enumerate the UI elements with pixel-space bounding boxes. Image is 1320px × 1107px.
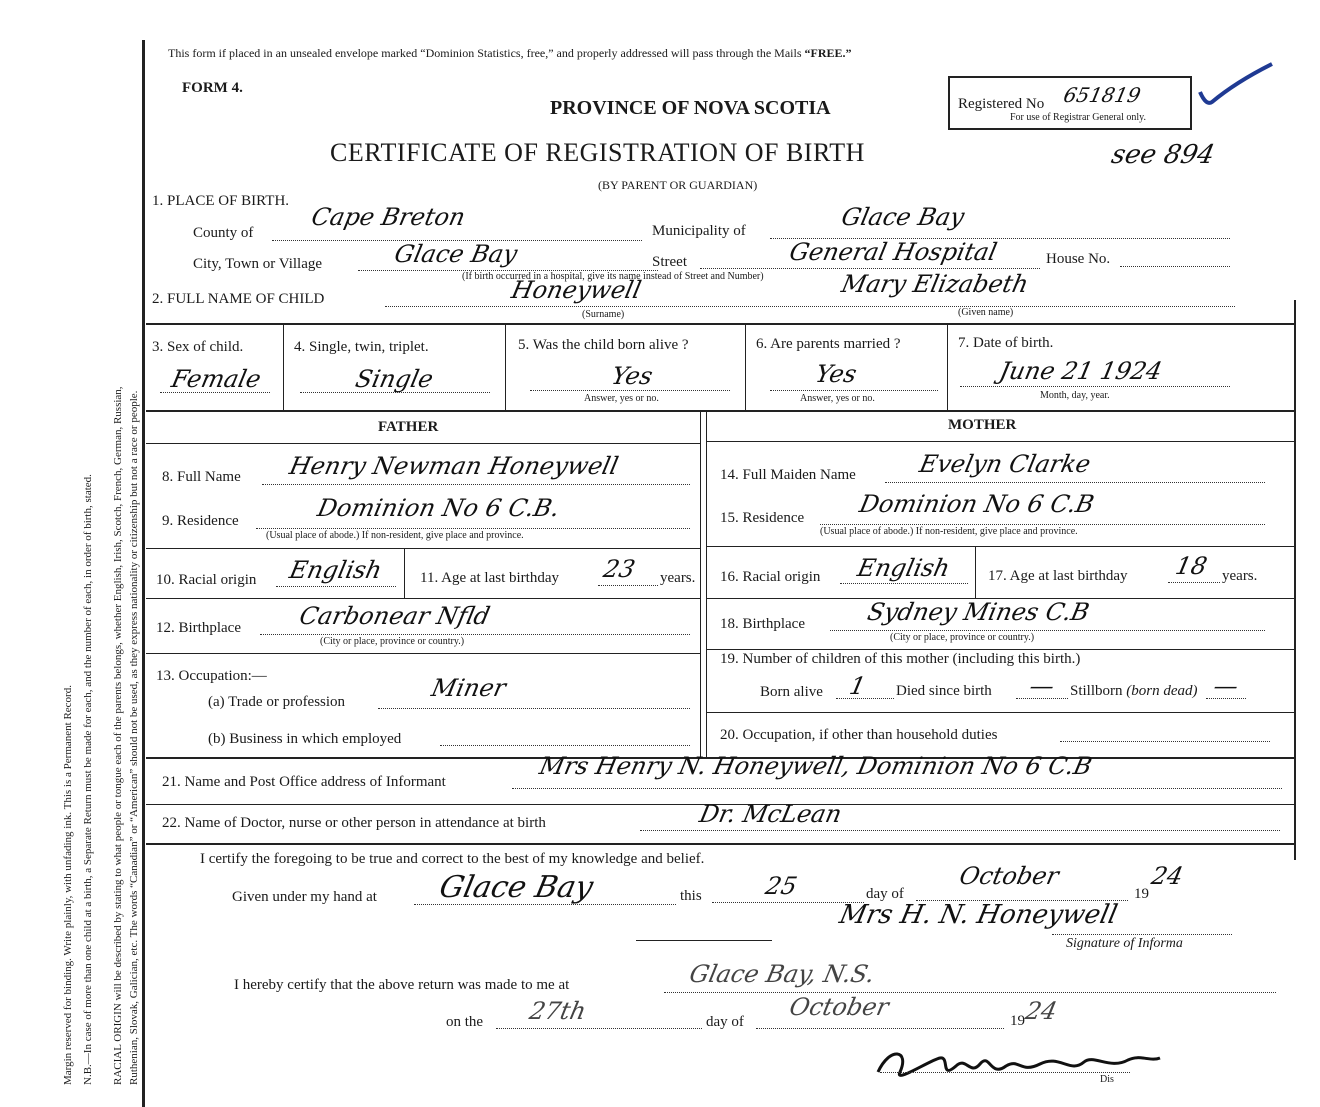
father-trade-label: (a) Trade or profession [208, 694, 346, 710]
row3-bottom-rule [146, 410, 1294, 412]
registrar-day-of-label: day of [706, 1014, 744, 1030]
day-of-label: day of [866, 886, 904, 902]
this-label: this [680, 888, 702, 904]
mother-age-line [1168, 582, 1220, 583]
doctor-label: 22. Name of Doctor, nurse or other person in attendance at birth [162, 815, 546, 831]
mother-residence-value: Dominion No 6 C.B [857, 490, 1097, 518]
day-line [712, 902, 864, 903]
dob-label: 7. Date of birth. [958, 335, 1054, 351]
born-alive-label: Born alive [760, 684, 823, 700]
father-residence-note: (Usual place of abode.) If non-resident, give place and province. [266, 530, 524, 541]
row3-divider-1 [283, 325, 284, 410]
mother-heading-rule [707, 441, 1294, 442]
child-name-label: 2. FULL NAME OF CHILD [152, 291, 325, 307]
plurality-value: Single [353, 365, 436, 393]
father-residence-value: Dominion No 6 C.B. [315, 494, 563, 522]
dob-value: June 21 1924 [997, 357, 1165, 385]
mother-occupation-line [1060, 741, 1270, 742]
frame-right [1294, 300, 1296, 860]
stillborn-value: — [1211, 672, 1241, 700]
side-note-4: Ruthenian, Slovak, Galician, etc. The words “Canadian” or “American” should not be used, as they express nationality or citizenship but not a race or people. [128, 390, 140, 1085]
mother-residence-note: (Usual place of abode.) If non-resident, give place and province. [820, 526, 1078, 537]
municipality-value: Glace Bay [839, 203, 967, 231]
dob-note: Month, day, year. [1040, 390, 1110, 401]
mother-name-value: Evelyn Clarke [917, 450, 1094, 478]
mother-age-value: 18 [1173, 552, 1210, 580]
month-value: October [957, 862, 1062, 890]
stillborn-note: (born dead) [1126, 683, 1198, 699]
mother-birthplace-line [830, 630, 1265, 631]
city-label: City, Town or Village [193, 256, 323, 272]
hospital-note: (If birth occurred in a hospital, give its name instead of Street and Number) [462, 271, 764, 282]
registrar-place-line [664, 992, 1276, 993]
parents-divider-b [706, 412, 707, 757]
place-section-label: 1. PLACE OF BIRTH. [152, 193, 290, 209]
registered-note: For use of Registrar General only. [1010, 112, 1146, 123]
married-note: Answer, yes or no. [800, 393, 875, 404]
registrar-day-line [496, 1028, 702, 1029]
mother-row18-bottom [707, 649, 1294, 650]
dob-line [960, 386, 1230, 387]
father-row10-divider [404, 548, 405, 598]
informant-signature: Mrs H. N. Honeywell [836, 900, 1121, 930]
street-line [700, 268, 1040, 269]
doctor-line [640, 830, 1280, 831]
sex-label: 3. Sex of child. [152, 339, 244, 355]
father-residence-label: 9. Residence [162, 513, 239, 529]
row3-top-rule [146, 323, 1294, 325]
certify-divider [636, 940, 772, 941]
children-count-label: 19. Number of children of this mother (including this birth.) [720, 651, 1081, 667]
father-row10-top [146, 548, 700, 549]
registrar-year-prefix: 19 [1010, 1013, 1025, 1029]
father-birthplace-note: (City or place, province or country.) [320, 636, 465, 647]
annotation-see: see 894 [1108, 140, 1218, 170]
alive-value: Yes [609, 362, 656, 390]
married-label: 6. Are parents married ? [756, 336, 901, 352]
certificate-subtitle: (BY PARENT OR GUARDIAN) [598, 178, 758, 192]
mother-racial-label: 16. Racial origin [720, 569, 821, 585]
registered-label: Registered No [958, 96, 1045, 112]
municipality-label: Municipality of [652, 223, 746, 239]
plurality-label: 4. Single, twin, triplet. [294, 339, 429, 355]
street-label: Street [652, 254, 687, 270]
given-hand-label: Given under my hand at [232, 889, 377, 905]
father-racial-value: English [287, 556, 385, 584]
side-note-3: RACIAL ORIGIN will be described by stating to what people or tongue each of the parents belongs, whether English, Irish, Scotch, French, German, Russian, [112, 386, 124, 1085]
frame-left [142, 40, 145, 1107]
mother-name-line [885, 482, 1265, 483]
row3-divider-4 [947, 325, 948, 410]
certificate-title: CERTIFICATE OF REGISTRATION OF BIRTH [330, 138, 865, 167]
father-racial-line [276, 586, 396, 587]
father-business-label: (b) Business in which employed [208, 731, 402, 747]
informant-line [512, 788, 1282, 789]
mother-birthplace-value: Sydney Mines C.B [865, 598, 1092, 626]
registrar-place-value: Glace Bay, N.S. [687, 960, 878, 988]
county-value: Cape Breton [309, 203, 468, 231]
city-value: Glace Bay [392, 240, 520, 268]
mother-row16-top [707, 546, 1294, 547]
father-age-line [598, 585, 658, 586]
alive-line [530, 390, 730, 391]
sex-line [160, 392, 270, 393]
born-alive-value: 1 [847, 672, 869, 700]
free-label: “FREE.” [804, 46, 852, 60]
father-racial-label: 10. Racial origin [156, 572, 257, 588]
father-name-label: 8. Full Name [162, 469, 241, 485]
row3-divider-2 [505, 325, 506, 410]
county-label: County of [193, 225, 254, 241]
mother-years-label: years. [1222, 568, 1258, 584]
registrar-day-value: 27th [527, 997, 589, 1025]
mother-name-label: 14. Full Maiden Name [720, 467, 856, 483]
died-since-birth-value: — [1027, 672, 1057, 700]
mother-racial-line [840, 583, 968, 584]
married-value: Yes [813, 360, 860, 388]
signature-line [1052, 934, 1232, 935]
informant-label: 21. Name and Post Office address of Informant [162, 774, 446, 790]
registrar-text: I hereby certify that the above return was made to me at [234, 977, 570, 993]
father-birthplace-label: 12. Birthplace [156, 620, 241, 636]
signature-label: Signature of Informa [1066, 936, 1183, 951]
mother-age-label: 17. Age at last birthday [988, 568, 1128, 584]
father-business-line [440, 745, 690, 746]
registrar-year-value: 24 [1023, 997, 1060, 1025]
father-name-value: Henry Newman Honeywell [287, 452, 621, 480]
certify-text: I certify the foregoing to be true and correct to the best of my knowledge and belief. [200, 851, 705, 867]
doctor-bottom-rule [146, 843, 1294, 845]
alive-label: 5. Was the child born alive ? [518, 337, 689, 353]
father-name-line [262, 484, 690, 485]
side-note-2: N.B.—In case of more than one child at a birth, a Separate Return must be made for each, and the number of each, in order of birth, stated. [82, 474, 94, 1085]
registrar-month-value: October [787, 993, 892, 1021]
father-row10-bottom [146, 598, 700, 599]
father-row12-bottom [146, 653, 700, 654]
father-birthplace-value: Carbonear Nfld [297, 602, 493, 630]
child-name-line [385, 306, 1235, 307]
mother-occupation-label: 20. Occupation, if other than household duties [720, 727, 998, 743]
mother-row16-divider [975, 546, 976, 598]
house-no-label: House No. [1046, 251, 1111, 267]
row3-divider-3 [745, 325, 746, 410]
registrar-signature [870, 1040, 1170, 1090]
father-heading-rule [146, 443, 700, 444]
registered-number: 651819 [1061, 83, 1143, 107]
doctor-value: Dr. McLean [697, 800, 845, 828]
district-label: Dis [1100, 1074, 1114, 1085]
mother-birthplace-note: (City or place, province or country.) [890, 632, 1035, 643]
child-surname: Honeywell [509, 276, 644, 304]
informant-value: Mrs Henry N. Honeywell, Dominion No 6 C.B [537, 752, 1095, 780]
year-prefix: 19 [1134, 886, 1149, 902]
given-name-note: (Given name) [958, 307, 1014, 318]
house-no-line [1120, 266, 1230, 267]
father-residence-line [256, 528, 690, 529]
day-value: 25 [763, 872, 800, 900]
married-line [770, 390, 938, 391]
father-age-value: 23 [601, 555, 638, 583]
year-value: 24 [1149, 862, 1186, 890]
father-occupation-label: 13. Occupation:— [156, 668, 267, 684]
born-alive-line [836, 698, 894, 699]
mother-residence-line [820, 524, 1265, 525]
side-note-1: Margin reserved for binding. Write plainly, with unfading ink. This is a Permanent Record. [62, 685, 74, 1085]
surname-note: (Surname) [582, 309, 625, 320]
given-place-value: Glace Bay [436, 870, 597, 905]
father-years-label: years. [660, 570, 696, 586]
mother-birthplace-label: 18. Birthplace [720, 616, 805, 632]
father-trade-value: Miner [429, 674, 509, 702]
registrar-signature-line [880, 1072, 1130, 1073]
father-trade-line [378, 708, 690, 709]
registrar-month-line [756, 1028, 1004, 1029]
child-given-name: Mary Elizabeth [839, 270, 1032, 298]
mother-racial-value: English [855, 554, 953, 582]
form-number: FORM 4. [182, 80, 243, 96]
sex-value: Female [169, 365, 264, 393]
street-value: General Hospital [787, 238, 1000, 266]
stillborn-label: Stillborn (born dead) [1070, 683, 1198, 699]
province-heading: PROVINCE OF NOVA SCOTIA [550, 97, 831, 119]
mother-row19-bottom [707, 712, 1294, 713]
died-since-birth-label: Died since birth [896, 683, 992, 699]
check-mark-icon [1196, 60, 1276, 110]
mail-notice: This form if placed in an unsealed envelope marked “Dominion Statistics, free,” and properly addressed will pass through the Mails “FREE.” [168, 46, 852, 60]
father-birthplace-line [260, 634, 690, 635]
alive-note: Answer, yes or no. [584, 393, 659, 404]
plurality-line [300, 392, 490, 393]
mother-residence-label: 15. Residence [720, 510, 805, 526]
father-age-label: 11. Age at last birthday [420, 570, 559, 586]
parents-divider-a [700, 412, 701, 757]
father-heading: FATHER [378, 419, 439, 435]
mother-heading: MOTHER [948, 417, 1017, 433]
registrar-on-label: on the [446, 1014, 484, 1030]
